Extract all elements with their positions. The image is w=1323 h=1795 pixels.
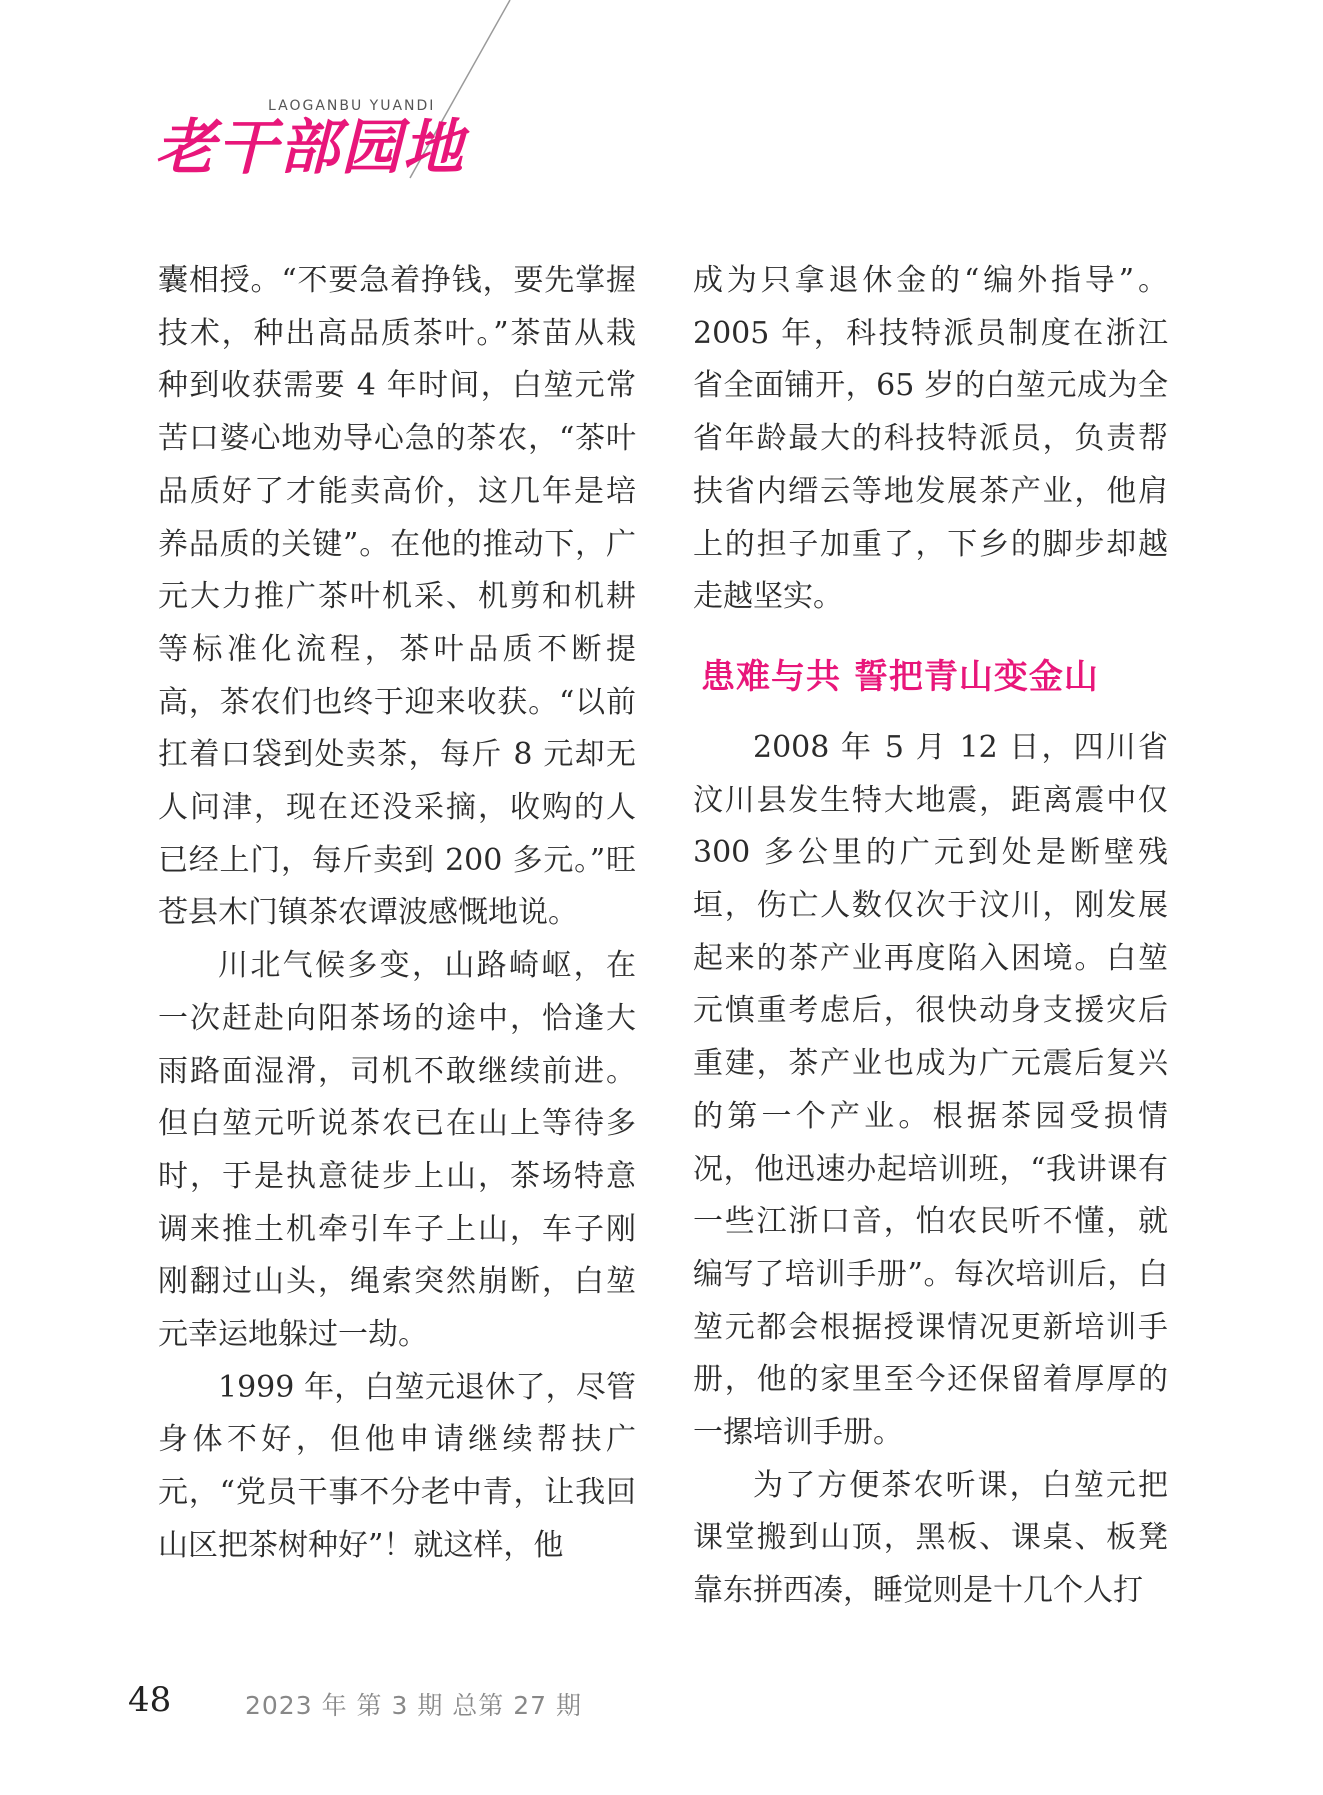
column-logo: 老干部园地 — [155, 113, 465, 183]
paragraph: 2008 年 5 月 12 日，四川省汶川县发生特大地震，距离震中仅300 多公里的广元到处是断壁残垣，伤亡人数仅次于汶川，刚发展起来的茶产业再度陷入困境。白堃元慎重考虑后，很快动身支援灾后重建，茶产业也成为广元震后复兴的第一个产业。根据茶园受损情况，他迅速办起培训班，“我讲课有一些江浙口音，怕农民听不懂，就编写了培训手册”。每次培训后，白堃元都会根据授课情况更新培训手册，他的家里至今还保留着厚厚的一摞培训手册。 — [693, 729, 1168, 1451]
left-column — [158, 255, 636, 1573]
paragraph: 成为只拿退休金的“编外指导”。2005 年，科技特派员制度在浙江省全面铺开，65 岁的白堃元成为全省年龄最大的科技特派员，负责帮扶省内缙云等地发展茶产业，他肩上的担子加重了，下乡的脚步却越走越坚实。 — [693, 263, 1168, 615]
paragraph: 1999 年，白堃元退休了，尽管身体不好，但他申请继续帮扶广元，“党员干事不分老中青，让我回山区把茶树种好”！就这样，他 — [158, 1369, 636, 1563]
issue-info: 2023 年 第 3 期 总第 27 期 — [245, 1691, 582, 1720]
paragraph: 为了方便茶农听课，白堃元把课堂搬到山顶，黑板、课桌、板凳靠东拼西凑，睡觉则是十几个人打 — [693, 1467, 1168, 1609]
paragraph: 囊相授。“不要急着挣钱，要先掌握技术，种出高品质茶叶。”茶苗从栽种到收获需要 4 年时间，白堃元常苦口婆心地劝导心急的茶农，“茶叶品质好了才能卖高价，这几年是培养品质的关键”。在他的推动下，广元大力推广茶叶机采、机剪和机耕等标准化流程，茶叶品质不断提高，茶农们也终于迎来收获。“以前扛着口袋到处卖茶，每斤 8 元却无人问津，现在还没采摘，收购的人已经上门，每斤卖到 200 多元。”旺苍县木门镇茶农谭波感慨地说。 — [158, 263, 636, 931]
right-column — [693, 255, 1168, 1618]
page-header — [0, 0, 1323, 220]
header-slash-decoration — [0, 0, 1323, 220]
paragraph: 川北气候多变，山路崎岖，在一次赶赴向阳茶场的途中，恰逢大雨路面湿滑，司机不敢继续前进。但白堃元听说茶农已在山上等待多时，于是执意徒步上山，茶场特意调来推土机牵引车子上山，车子刚刚翻过山头，绳索突然崩断，白堃元幸运地躲过一劫。 — [158, 948, 636, 1353]
page-number: 48 — [128, 1680, 172, 1720]
section-heading: 患难与共 誓把青山变金山 — [701, 656, 1099, 697]
column-subtitle: LAOGANBU YUANDI — [268, 98, 436, 114]
page-footer — [0, 1680, 1323, 1740]
